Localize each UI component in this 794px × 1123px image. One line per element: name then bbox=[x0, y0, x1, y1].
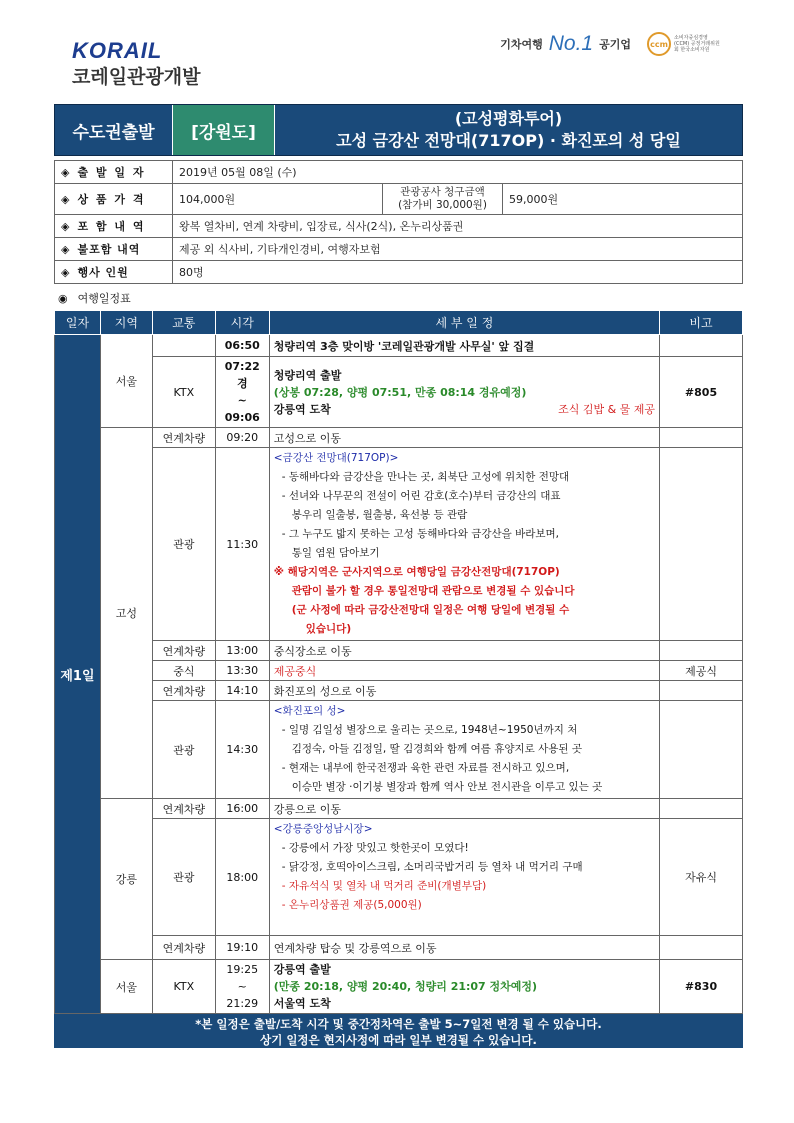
footer-line2: 상기 일정은 현지사정에 따라 일부 변경될 수 있습니다. bbox=[260, 1033, 537, 1047]
ccm-icon: ccm bbox=[647, 32, 671, 56]
time-cell: 19:25 ~ 21:29 bbox=[215, 960, 269, 1014]
time-cell: 16:00 bbox=[215, 799, 269, 819]
include-value: 왕복 열차비, 연계 차량비, 입장료, 식사(2식), 온누리상품권 bbox=[173, 215, 743, 238]
price-value: 104,000원 bbox=[173, 184, 383, 215]
claim-label: 관광공사 청구금액 (참가비 30,000원) bbox=[383, 184, 503, 215]
table-row bbox=[55, 960, 743, 1014]
company-tagline bbox=[500, 32, 720, 56]
detail-cell: 청량리역 출발 (상봉 07:28, 양평 07:51, 만종 08:14 경유예정) 강릉역 도착 조식 김밥 & 물 제공 bbox=[269, 357, 659, 428]
time-cell: 06:50 bbox=[215, 335, 269, 357]
time-cell: 14:10 bbox=[215, 681, 269, 701]
korail-logo bbox=[72, 38, 200, 89]
detail-cell: <강릉중앙성남시장> - 강릉에서 가장 맛있고 핫한곳이 모였다! - 닭강정, 호떡아이스크림, 소머리국밥거리 등 열차 내 먹거리 구매 - 자유석식 및 열차 내 먹거리 준비(개별부담) - 온누리상품권 제공(5,000원) bbox=[269, 819, 659, 936]
itinerary-label: ◉ 여행일정표 bbox=[58, 292, 131, 305]
transport-cell: 연계차량 bbox=[152, 936, 215, 960]
transport-cell: 연계차량 bbox=[152, 681, 215, 701]
claim-value: 59,000원 bbox=[503, 184, 743, 215]
table-row bbox=[55, 701, 743, 799]
title-tour-name bbox=[275, 105, 742, 155]
note-cell: #830 bbox=[660, 960, 743, 1014]
detail-cell: 중식장소로 이동 bbox=[269, 641, 659, 661]
info-row-people bbox=[55, 261, 743, 284]
time-cell: 11:30 bbox=[215, 448, 269, 641]
footer-notice bbox=[54, 1014, 743, 1048]
detail-cell: 청량리역 3층 맞이방 '코레일관광개발 사무실' 앞 집결 bbox=[269, 335, 659, 357]
diamond-icon: ◈ bbox=[61, 166, 70, 179]
transport-cell: KTX bbox=[152, 960, 215, 1014]
table-row bbox=[55, 681, 743, 701]
transport-cell: KTX bbox=[152, 357, 215, 428]
transport-cell: 관광 bbox=[152, 701, 215, 799]
tagline-pre: 기차여행 bbox=[500, 38, 543, 51]
table-row bbox=[55, 428, 743, 448]
people-label: ◈ 행사 인원 bbox=[55, 261, 173, 284]
table-row bbox=[55, 661, 743, 681]
table-row bbox=[55, 819, 743, 936]
title-bar bbox=[54, 104, 743, 156]
date-value: 2019년 05월 08일 (수) bbox=[173, 161, 743, 184]
table-row bbox=[55, 448, 743, 641]
tagline-post: 공기업 bbox=[599, 38, 631, 51]
header-detail: 세 부 일 정 bbox=[269, 311, 659, 335]
header-time: 시각 bbox=[215, 311, 269, 335]
bullet-icon: ◉ bbox=[58, 292, 68, 305]
tagline-no1: No.1 bbox=[548, 32, 594, 55]
header-region: 지역 bbox=[100, 311, 152, 335]
time-cell: 19:10 bbox=[215, 936, 269, 960]
title-region: 수도권출발 bbox=[55, 105, 173, 155]
info-row-date bbox=[55, 161, 743, 184]
time-cell: 09:20 bbox=[215, 428, 269, 448]
logo-ko: 코레일관광개발 bbox=[72, 66, 201, 88]
date-label: ◈ 출 발 일 자 bbox=[55, 161, 173, 184]
logo-en: KORAIL bbox=[72, 38, 163, 63]
diamond-icon: ◈ bbox=[61, 193, 70, 206]
table-row bbox=[55, 641, 743, 661]
transport-cell: 관광 bbox=[152, 448, 215, 641]
diamond-icon: ◈ bbox=[61, 266, 70, 279]
info-row-include bbox=[55, 215, 743, 238]
time-cell: 14:30 bbox=[215, 701, 269, 799]
info-row-exclude bbox=[55, 238, 743, 261]
header-transport: 교통 bbox=[152, 311, 215, 335]
table-row bbox=[55, 357, 743, 428]
note-cell: #805 bbox=[660, 357, 743, 428]
detail-cell: 강릉으로 이동 bbox=[269, 799, 659, 819]
include-label: ◈ 포 함 내 역 bbox=[55, 215, 173, 238]
info-table bbox=[54, 160, 743, 284]
ccm-badge bbox=[647, 32, 720, 56]
transport-cell: 관광 bbox=[152, 819, 215, 936]
page-header bbox=[0, 0, 794, 96]
note-cell: 자유식 bbox=[660, 819, 743, 936]
time-cell: 13:00 bbox=[215, 641, 269, 661]
schedule-table bbox=[54, 310, 743, 1014]
exclude-value: 제공 외 식사비, 기타개인경비, 여행자보험 bbox=[173, 238, 743, 261]
people-value: 80명 bbox=[173, 261, 743, 284]
price-label: ◈ 상 품 가 격 bbox=[55, 184, 173, 215]
time-cell: 13:30 bbox=[215, 661, 269, 681]
detail-cell: 화진포의 성으로 이동 bbox=[269, 681, 659, 701]
transport-cell: 연계차량 bbox=[152, 428, 215, 448]
note-cell: 제공식 bbox=[660, 661, 743, 681]
detail-cell: 제공중식 bbox=[269, 661, 659, 681]
title-line1: (고성평화투어) bbox=[454, 109, 563, 128]
detail-cell: <화진포의 성> - 일명 김일성 별장으로 울리는 곳으로, 1948년~1950년까지 처 김정숙, 아들 김정일, 딸 김경희와 함께 여름 휴양지로 사용된 곳 - 현재는 내부에 한국전쟁과 육한 관련 자료를 전시하고 있으며, 이승만 별장 ·이기붕 별장과 함께 역사 안보 전시관을 이루고 있는 곳 bbox=[269, 701, 659, 799]
title-province: [강원도] bbox=[173, 105, 275, 155]
time-cell: 07:22경 ~ 09:06 bbox=[215, 357, 269, 428]
table-row bbox=[55, 936, 743, 960]
transport-cell: 중식 bbox=[152, 661, 215, 681]
diamond-icon: ◈ bbox=[61, 220, 70, 233]
header-note: 비고 bbox=[660, 311, 743, 335]
region-goseong: 고성 bbox=[100, 428, 152, 799]
transport-cell: 연계차량 bbox=[152, 641, 215, 661]
region-seoul: 서울 bbox=[100, 335, 152, 428]
footer-line1: *본 일정은 출발/도착 시각 및 중간정차역은 출발 5~7일전 변경 될 수 있습니다. bbox=[195, 1017, 602, 1031]
time-cell: 18:00 bbox=[215, 819, 269, 936]
detail-cell: 고성으로 이동 bbox=[269, 428, 659, 448]
ccm-text: 소비자중심경영(CCM) 공정거래위원회 한국소비자원 bbox=[674, 35, 720, 53]
header-day: 일자 bbox=[55, 311, 101, 335]
table-row bbox=[55, 799, 743, 819]
day-cell: 제1일 bbox=[55, 335, 101, 1014]
region-gangneung: 강릉 bbox=[100, 799, 152, 960]
info-row-price bbox=[55, 184, 743, 215]
region-seoul-return: 서울 bbox=[100, 960, 152, 1014]
detail-cell: <금강산 전망대(717OP)> - 동해바다와 금강산을 만나는 곳, 최북단 고성에 위치한 전망대 - 선녀와 나무꾼의 전설이 어린 감호(호수)부터 금강산의 대표 봉우리 일출봉, 월출봉, 육선봉 등 관람 - 그 누구도 밟지 못하는 고성 동해바다와 금강산을 바라보며, 통일 염원 담아보기 ※ 해당지역은 군사지역으로 여행당일 금강산전망대(717OP) 관람이 불가 할 경우 통일전망대 관람으로 변경될 수 있습니다 (군 사정에 따라 금강산전망대 일정은 여행 당일에 변경될 수 있습니다) bbox=[269, 448, 659, 641]
detail-cell: 강릉역 출발 (만종 20:18, 양평 20:40, 청량리 21:07 정차예정) 서울역 도착 bbox=[269, 960, 659, 1014]
schedule-header-row bbox=[55, 311, 743, 335]
diamond-icon: ◈ bbox=[61, 243, 70, 256]
title-line2: 고성 금강산 전망대(717OP) · 화진포의 성 당일 bbox=[336, 131, 681, 150]
table-row bbox=[55, 335, 743, 357]
transport-cell: 연계차량 bbox=[152, 799, 215, 819]
detail-cell: 연계차량 탑승 및 강릉역으로 이동 bbox=[269, 936, 659, 960]
exclude-label: ◈ 불포함 내역 bbox=[55, 238, 173, 261]
